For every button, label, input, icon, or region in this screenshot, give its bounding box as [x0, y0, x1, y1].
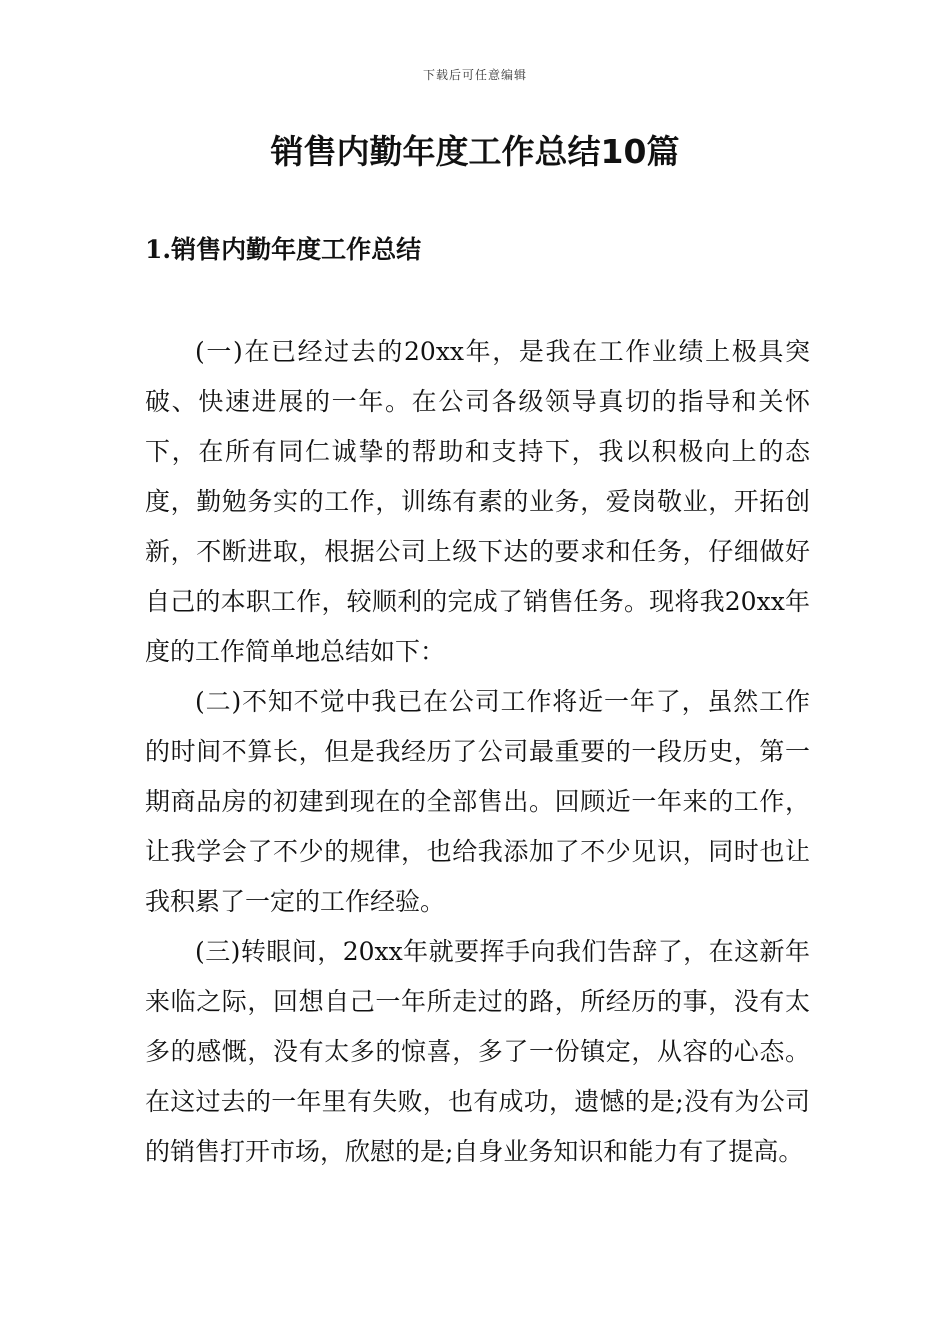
paragraph-1: (一)在已经过去的20xx年，是我在工作业绩上极具突破、快速进展的一年。在公司各级领导真切的指导和关怀下，在所有同仁诚挚的帮助和支持下，我以积极向上的态度，勤勉务实的工作，训练有素的业务，爱岗敬业，开拓创新，不断进取，根据公司上级下达的要求和任务，仔细做好自己的本职工作，较顺利的完成了销售任务。现将我20xx年度的工作简单地总结如下：: [145, 337, 810, 666]
body-text: [145, 327, 810, 1177]
section-heading: 1.销售内勤年度工作总结: [145, 235, 422, 264]
paragraph-3: (三)转眼间，20xx年就要挥手向我们告辞了，在这新年来临之际，回想自己一年所走过的路，所经历的事，没有太多的感慨，没有太多的惊喜，多了一份镇定，从容的心态。在这过去的一年里有失败，也有成功，遗憾的是;没有为公司的销售打开市场，欣慰的是;自身业务知识和能力有了提高。: [145, 937, 810, 1166]
paragraph-2: (二)不知不觉中我已在公司工作将近一年了，虽然工作的时间不算长，但是我经历了公司最重要的一段历史，第一期商品房的初建到现在的全部售出。回顾近一年来的工作，让我学会了不少的规律，也给我添加了不少见识，同时也让我积累了一定的工作经验。: [145, 687, 810, 916]
document-title: 销售内勤年度工作总结10篇: [270, 132, 680, 171]
header-note: 下载后可任意编辑: [422, 68, 527, 82]
